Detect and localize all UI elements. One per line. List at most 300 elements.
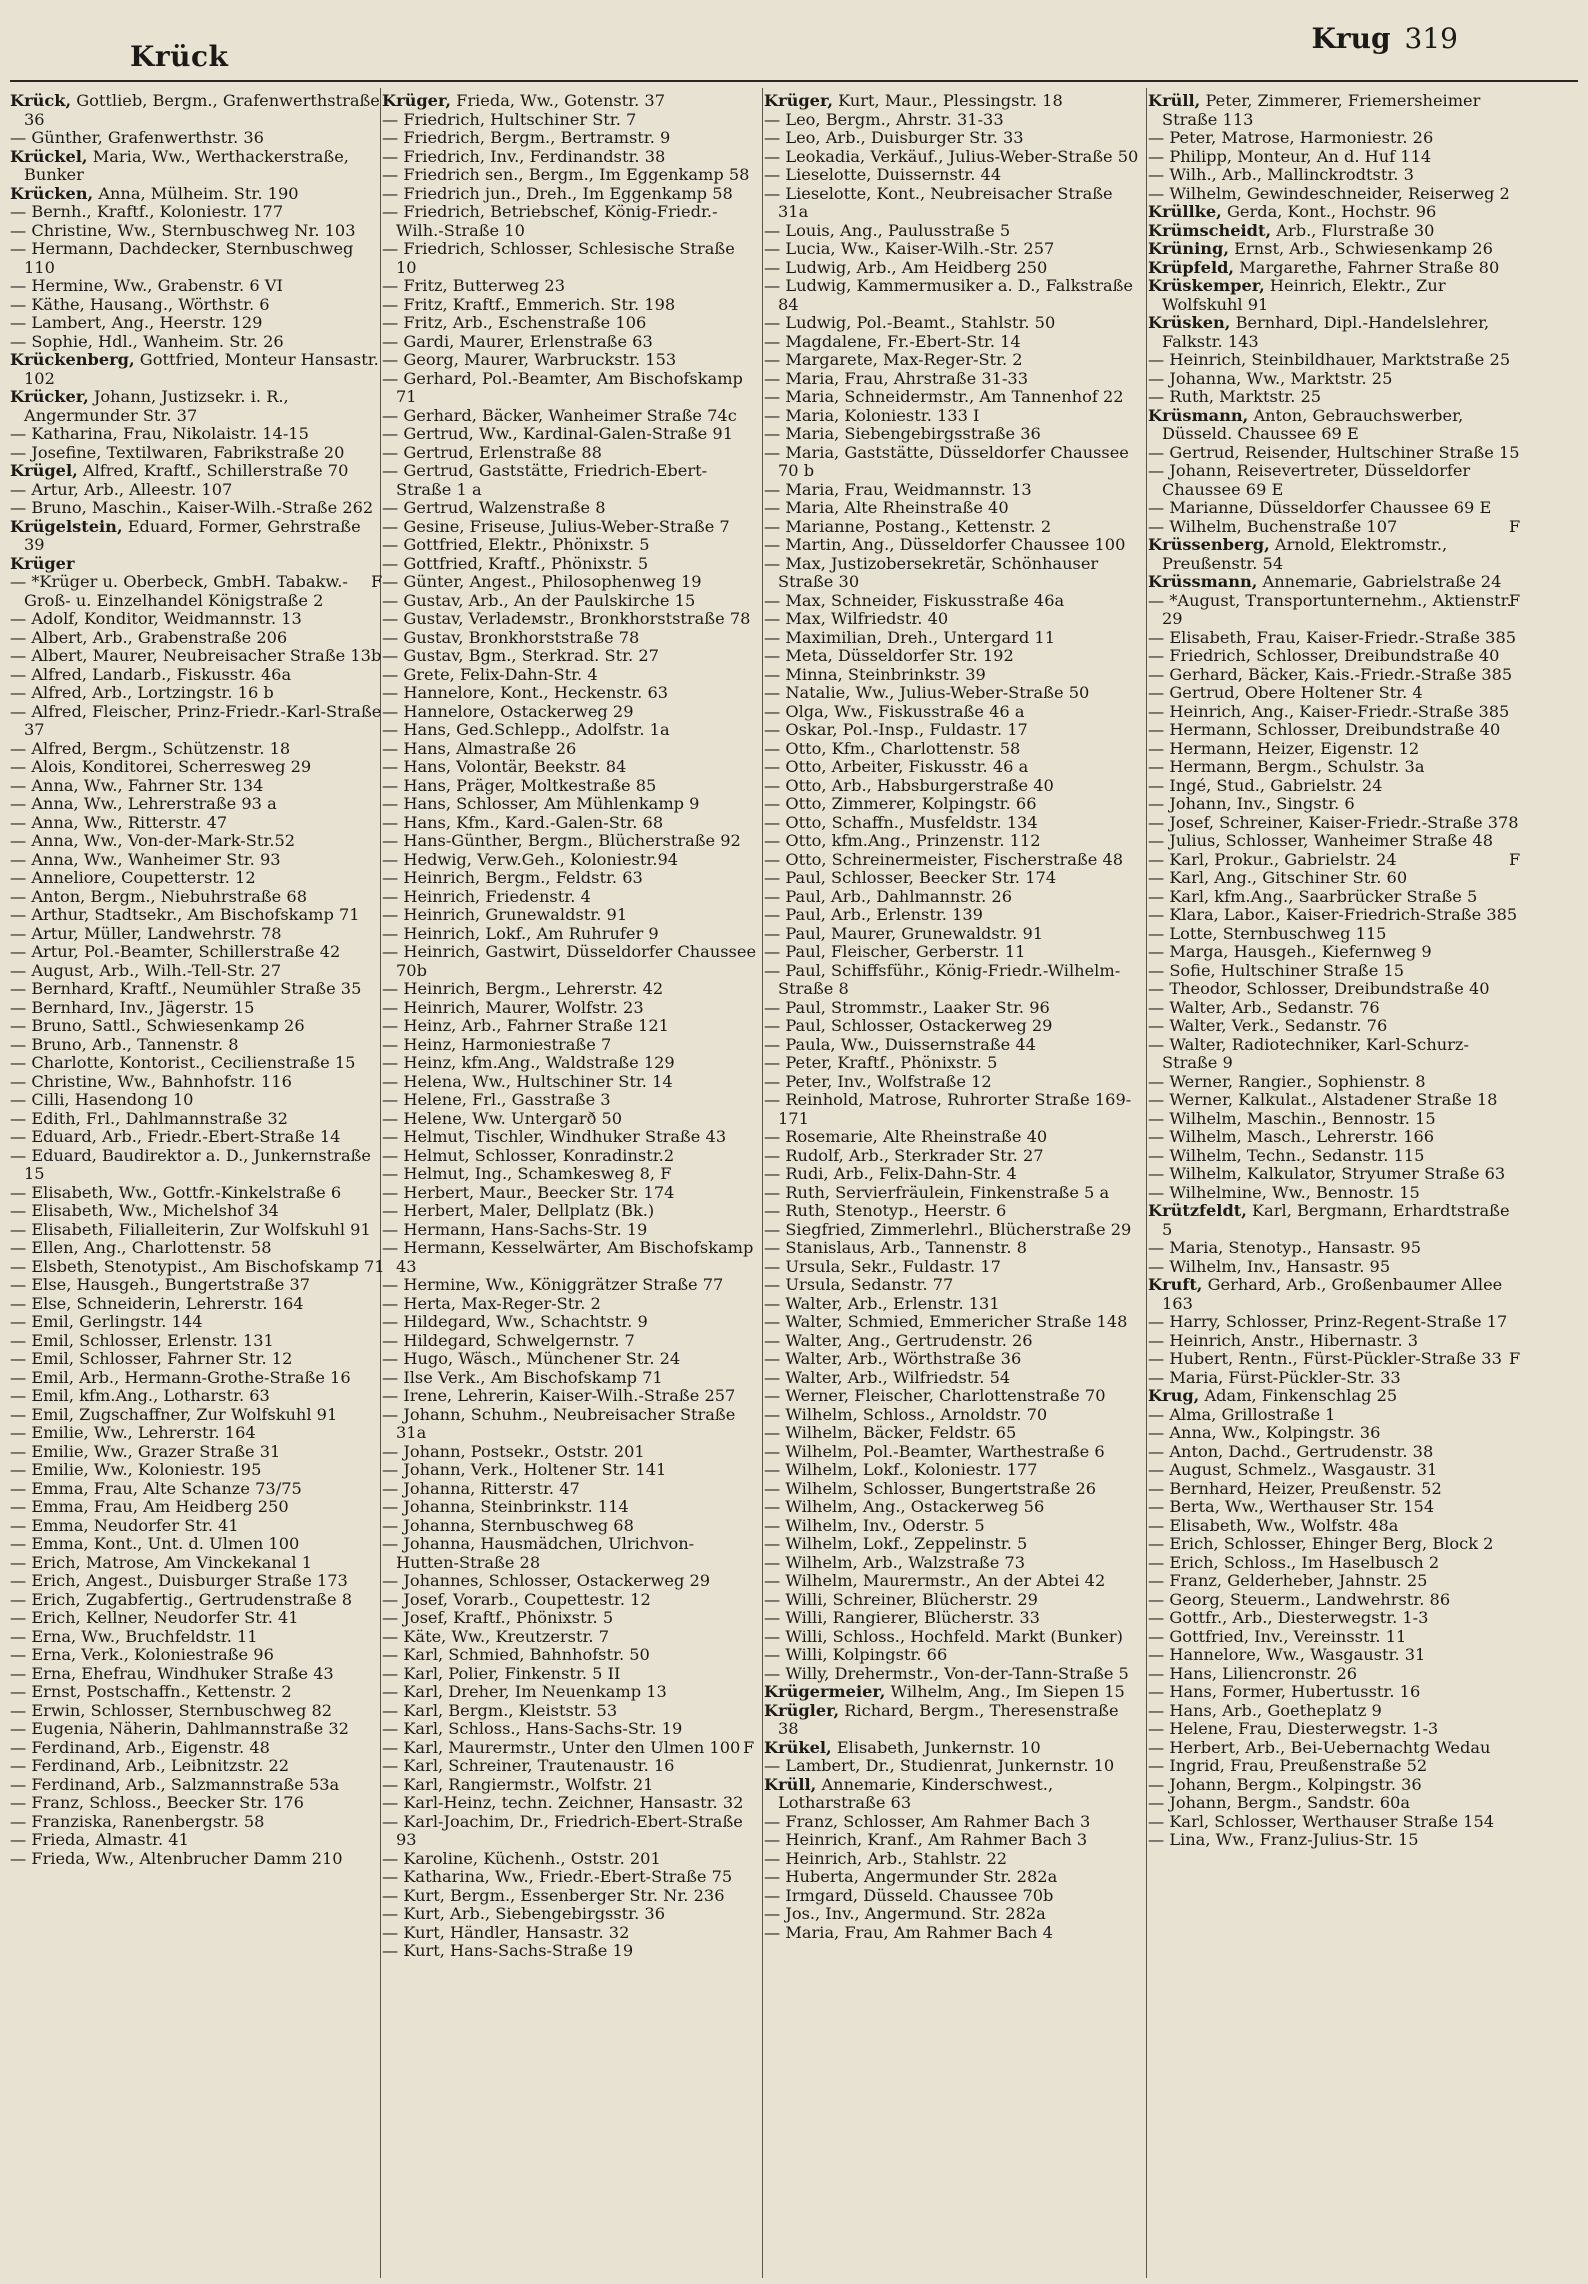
entry-text: — Emil, kfm.Ang., Lotharstr. 63: [10, 1386, 270, 1405]
entry-text: — Anton, Bergm., Niebuhrstraße 68: [10, 886, 307, 906]
directory-entry: [382, 425, 757, 444]
entry-text: — Karl, Schreiner, Trautenaustr. 16: [382, 1756, 675, 1775]
entry-text: — Erich, Angest., Duisburger Straße 173: [10, 1571, 348, 1590]
directory-entry: F — *August, Transportunternehm., Aktienstr. 29: [1148, 590, 1521, 628]
entry-text: — Johann, Bergm., Kolpingstr. 36: [1148, 1774, 1422, 1794]
directory-entry: [764, 1572, 1139, 1591]
entry-text: — Johann, Reisevertreter, Düsseldorfer Chaussee 69 E: [1148, 461, 1471, 499]
directory-entry: [10, 481, 385, 500]
entry-text: — Wilhelm, Maurermstr., An der Abtei 42: [764, 1571, 1106, 1590]
directory-entry: [1148, 832, 1523, 851]
directory-entry: [764, 1165, 1139, 1184]
directory-entry: [382, 888, 757, 907]
directory-entry: [10, 1239, 385, 1258]
entry-text: Frieda, Ww., Gotenstr. 37: [456, 92, 666, 110]
entry-text: — Werner, Rangier., Sophienstr. 8: [1148, 1071, 1426, 1091]
entry-text: — Maria, Schneidermstr., Am Tannenhof 22: [764, 387, 1124, 406]
entry-text: — Hans, Former, Hubertusstr. 16: [1148, 1682, 1421, 1701]
entry-text: — Bruno, Sattl., Schwiesenkamp 26: [10, 1016, 305, 1035]
directory-entry: [10, 1831, 385, 1850]
entry-text: — Hermann, Bergm., Schulstr. 3a: [1148, 757, 1425, 776]
entry-text: — Franz, Schlosser, Am Rahmer Bach 3: [764, 1811, 1091, 1831]
entry-text: — Theodor, Schlosser, Dreibundstraße 40: [1148, 979, 1490, 998]
directory-entry: [10, 869, 385, 888]
directory-entry: [10, 795, 385, 814]
entry-text: — Karl-Heinz, techn. Zeichner, Hansastr. 32: [382, 1793, 744, 1812]
entry-text: — Helene, Ww. Untergarð 50: [382, 1108, 623, 1128]
entry-text: — Irmgard, Düsseld. Chaussee 70b: [764, 1885, 1054, 1905]
entry-text: — Reinhold, Matrose, Ruhrorter Straße 169-171: [764, 1090, 1132, 1128]
directory-entry: [1148, 1276, 1523, 1313]
directory-entry: [382, 1147, 757, 1166]
directory-entry: [10, 1313, 385, 1332]
directory-entry: [1148, 1794, 1523, 1813]
entry-text: — Johanna, Sternbuschweg 68: [382, 1515, 634, 1535]
entry-text: Kurt, Maur., Plessingstr. 18: [838, 92, 1063, 110]
entry-text: — Hans-Günther, Bergm., Blücherstraße 92: [382, 831, 741, 850]
entry-text: — Rudi, Arb., Felix-Dahn-Str. 4: [764, 1164, 1017, 1183]
entry-text: — Otto, kfm.Ang., Prinzenstr. 112: [764, 831, 1041, 850]
entry-text: — Wilhelm, Arb., Walzstraße 73: [764, 1552, 1026, 1572]
entry-text: — Karl, Prokur., Gabrielstr. 24: [1148, 849, 1397, 869]
entry-text: — Erna, Ehefrau, Windhuker Straße 43: [10, 1663, 334, 1683]
entry-text: — Heinrich, Kranf., Am Rahmer Bach 3: [764, 1830, 1088, 1849]
directory-entry: [1148, 721, 1523, 740]
directory-entry: [10, 1776, 385, 1795]
directory-entry: [10, 222, 385, 241]
entry-text: — Wilhelm, Kalkulator, Stryumer Straße 63: [1148, 1164, 1506, 1183]
directory-entry: [764, 425, 1139, 444]
entry-text: — Cilli, Hasendong 10: [10, 1090, 194, 1109]
entry-text: — Gertrud, Reisender, Hultschiner Straße 15: [1148, 442, 1520, 462]
entry-surname: Krüsmann,: [1148, 405, 1249, 425]
entry-text: — Wilhelm, Masch., Lehrerstr. 166: [1148, 1127, 1435, 1146]
entry-text: — Johann, Verk., Holtener Str. 141: [382, 1460, 667, 1479]
directory-entry: [382, 185, 757, 204]
directory-entry: [382, 1905, 757, 1924]
entry-text: — Werner, Fleischer, Charlottenstraße 70: [764, 1386, 1106, 1405]
directory-entry: [764, 1609, 1139, 1628]
directory-entry: [382, 166, 757, 185]
entry-text: — Paul, Schiffsführ., König-Friedr.-Wilhelm-Straße 8: [764, 960, 1121, 998]
entry-text: — Wilhelm, Schlosser, Bungertstraße 26: [764, 1478, 1097, 1498]
entry-text: — Karl, Polier, Finkenstr. 5 II: [382, 1663, 621, 1683]
directory-entry: [382, 1665, 757, 1684]
entry-text: — Rosemarie, Alte Rheinstraße 40: [764, 1127, 1048, 1146]
entry-text: — Paul, Strommstr., Laaker Str. 96: [764, 997, 1050, 1017]
entry-text: — Paula, Ww., Duissernstraße 44: [764, 1034, 1036, 1054]
entry-surname: Krüssenberg,: [1148, 535, 1270, 554]
header-rule: [10, 80, 1578, 82]
directory-entry: [764, 388, 1139, 407]
directory-entry: [764, 92, 1139, 111]
directory-entry: [1148, 1184, 1523, 1203]
directory-entry: [764, 1369, 1139, 1388]
entry-text: — Herbert, Maler, Dellplatz (Bk.): [382, 1201, 655, 1220]
directory-entry: [764, 444, 1139, 481]
directory-entry: [1148, 629, 1523, 648]
directory-entry: [764, 1702, 1139, 1739]
directory-entry: F — *Krüger u. Oberbeck, GmbH. Tabakw.-Groß- u. Einzelhandel Königstraße 2: [10, 572, 383, 610]
entry-text: — Stanislaus, Arb., Tannenstr. 8: [764, 1238, 1027, 1257]
entry-text: — Karl, Schmied, Bahnhofstr. 50: [382, 1645, 650, 1664]
directory-entry: [382, 333, 757, 352]
entry-text: — Hannelore, Ostackerweg 29: [382, 701, 634, 721]
entry-text: — Else, Hausgeh., Bungertstraße 37: [10, 1275, 311, 1294]
directory-entry: [10, 740, 385, 759]
directory-entry: [1148, 1813, 1523, 1832]
directory-entry: [764, 518, 1139, 537]
entry-text: — Paul, Schlosser, Ostackerweg 29: [764, 1016, 1053, 1035]
directory-entry: [764, 721, 1139, 740]
directory-entry: [764, 1554, 1139, 1573]
entry-text: — Otto, Schreinermeister, Fischerstraße 48: [764, 849, 1124, 869]
directory-entry: [10, 1702, 385, 1721]
entry-text: — Erwin, Schlosser, Sternbuschweg 82: [10, 1700, 333, 1720]
directory-entry: F — Karl, Maurermstr., Unter den Ulmen 100: [382, 1737, 755, 1757]
entry-text: — Karl, Schlosser, Werthauser Straße 154: [1148, 1811, 1495, 1831]
entry-text: — Johann, Postsekr., Oststr. 201: [382, 1441, 645, 1461]
entry-surname: Krüger: [10, 553, 75, 573]
entry-text: — Wilhelm, Maschin., Bennostr. 15: [1148, 1108, 1436, 1128]
entry-text: — Artur, Müller, Landwehrstr. 78: [10, 923, 282, 943]
directory-entry: [382, 795, 757, 814]
entry-text: — Bruno, Maschin., Kaiser-Wilh.-Straße 262: [10, 498, 374, 517]
entry-text: Gottlieb, Bergm., Grafenwerthstraße 36: [24, 92, 380, 129]
entry-text: Johann, Justizsekr. i. R., Angermunder Str. 37: [24, 387, 289, 425]
entry-text: — Hermine, Ww., Grabenstr. 6 VI: [10, 276, 283, 295]
directory-entry: [1148, 943, 1523, 962]
entry-text: — Minna, Steinbrinkstr. 39: [764, 664, 986, 684]
entry-text: — Helmut, Ing., Schamkesweg 8, F: [382, 1164, 672, 1183]
entry-text: — Erna, Ww., Bruchfeldstr. 11: [10, 1626, 258, 1646]
directory-entry: [764, 111, 1139, 130]
entry-text: — Alois, Konditorei, Scherresweg 29: [10, 757, 312, 776]
entry-text: — Elsbeth, Stenotypist., Am Bischofskamp 71: [10, 1256, 385, 1276]
directory-entry: [382, 980, 757, 999]
directory-entry: F — Karl, Prokur., Gabrielstr. 24: [1148, 849, 1521, 869]
directory-entry: [764, 1831, 1139, 1850]
directory-entry: [764, 962, 1139, 999]
directory-entry: [382, 1609, 757, 1628]
entry-text: — Hermann, Hans-Sachs-Str. 19: [382, 1219, 648, 1239]
entry-text: — Meta, Düsseldorfer Str. 192: [764, 646, 1014, 665]
entry-text: — Gustav, Bgm., Sterkrad. Str. 27: [382, 646, 659, 665]
entry-text: — Anna, Ww., Wanheimer Str. 93: [10, 849, 281, 869]
directory-entry: [1148, 351, 1523, 370]
entry-text: — Natalie, Ww., Julius-Weber-Straße 50: [764, 683, 1090, 702]
directory-entry: [764, 666, 1139, 685]
directory-entry: [382, 1350, 757, 1369]
directory-entry: [382, 203, 757, 240]
directory-entry: [764, 259, 1139, 278]
directory-entry: [1148, 777, 1523, 796]
directory-entry: [764, 777, 1139, 796]
directory-entry: [382, 1887, 757, 1906]
entry-text: — Walter, Ang., Gertrudenstr. 26: [764, 1330, 1033, 1350]
entry-text: — Frieda, Ww., Altenbrucher Damm 210: [10, 1848, 343, 1868]
entry-text: — Ruth, Marktstr. 25: [1148, 387, 1322, 406]
directory-entry: [382, 1757, 757, 1776]
entry-surname: Krüll,: [764, 1774, 817, 1794]
directory-entry: [10, 1572, 385, 1591]
entry-text: — Wilhelm, Lokf., Zeppelinstr. 5: [764, 1534, 1028, 1553]
directory-entry: [382, 240, 757, 277]
directory-entry: [382, 1517, 757, 1536]
entry-text: — Bernhard, Inv., Jägerstr. 15: [10, 997, 255, 1017]
entry-text: — Gustav, Verladeмstr., Bronkhorststraße 78: [382, 609, 751, 628]
entry-text: — Ferdinand, Arb., Eigenstr. 48: [10, 1737, 270, 1757]
directory-entry: [382, 277, 757, 296]
entry-text: — Johanna, Hausmädchen, Ulrichvon-Hutten-Straße 28: [382, 1534, 695, 1572]
directory-entry: [382, 536, 757, 555]
directory-entry: [382, 462, 757, 499]
directory-entry: [10, 758, 385, 777]
entry-text: — Maria, Frau, Ahrstraße 31-33: [764, 368, 1029, 388]
entry-text: — Günter, Angest., Philosophenweg 19: [382, 572, 702, 591]
directory-entry: [1148, 1091, 1523, 1110]
entry-text: — Otto, Arb., Habsburgerstraße 40: [764, 775, 1054, 795]
entry-text: — Otto, Schaffn., Musfeldstr. 134: [764, 812, 1038, 832]
directory-entry: [1148, 1128, 1523, 1147]
directory-entry: [1148, 92, 1523, 129]
entry-text: — Hermann, Dachdecker, Sternbuschweg 110: [10, 239, 354, 277]
directory-entry: [10, 1406, 385, 1425]
entry-text: Adam, Finkenschlag 25: [1204, 1386, 1398, 1405]
entry-text: — Gertrud, Obere Holtener Str. 4: [1148, 683, 1423, 702]
entry-text: — Bernhard, Heizer, Preußenstr. 52: [1148, 1478, 1442, 1498]
directory-entry: [1148, 758, 1523, 777]
entry-text: — Lieselotte, Kont., Neubreisacher Straße 31a: [764, 183, 1113, 221]
entry-text: — Bruno, Arb., Tannenstr. 8: [10, 1034, 239, 1054]
entry-text: — Wilhelm, Gewindeschneider, Reiserweg 2: [1148, 183, 1510, 203]
entry-text: — Gardi, Maurer, Erlenstraße 63: [382, 331, 653, 351]
directory-entry: [1148, 1461, 1523, 1480]
entry-text: — Johanna, Ritterstr. 47: [382, 1478, 580, 1498]
entry-text: — Hans, Ged.Schlepp., Adolfstr. 1a: [382, 720, 670, 739]
entry-text: — Emma, Kont., Unt. d. Ulmen 100: [10, 1534, 300, 1553]
entry-text: — Albert, Arb., Grabenstraße 206: [10, 627, 288, 647]
directory-entry: [382, 1202, 757, 1221]
entry-text: — Otto, Zimmerer, Kolpingstr. 66: [764, 794, 1037, 813]
directory-entry: [10, 1480, 385, 1499]
entry-text: — Gertrud, Erlenstraße 88: [382, 442, 602, 462]
directory-entry: [764, 888, 1139, 907]
directory-entry: [10, 1110, 385, 1129]
directory-entry: [764, 1905, 1139, 1924]
entry-text: Karl, Bergmann, Erhardtstraße 5: [1162, 1201, 1510, 1239]
entry-text: — Johanna, Ww., Marktstr. 25: [1148, 368, 1393, 388]
directory-entry: [10, 629, 385, 648]
directory-entry: [764, 1739, 1139, 1758]
entry-text: — Lina, Ww., Franz-Julius-Str. 15: [1148, 1830, 1419, 1849]
directory-entry: [1148, 407, 1523, 444]
entry-text: — Maria, Alte Rheinstraße 40: [764, 498, 1009, 517]
directory-entry: [1148, 684, 1523, 703]
page-number: 319: [1404, 22, 1458, 55]
directory-entry: [764, 1628, 1139, 1647]
entry-text: — Hans, Arb., Goetheplatz 9: [1148, 1700, 1382, 1720]
entry-text: — Elisabeth, Filialleiterin, Zur Wolfskuhl 91: [10, 1219, 371, 1239]
entry-text: Peter, Zimmerer, Friemersheimer Straße 113: [1162, 92, 1481, 129]
directory-entry: [1148, 1831, 1523, 1850]
entry-text: — Max, Wilfriedstr. 40: [764, 609, 949, 628]
directory-entry: [764, 333, 1139, 352]
directory-entry: [382, 1295, 757, 1314]
entry-surname: Krümscheidt,: [1148, 220, 1272, 240]
directory-entry: [10, 777, 385, 796]
entry-text: — Hedwig, Verw.Geh., Koloniestr.94: [382, 849, 679, 869]
entry-text: — Josefine, Textilwaren, Fabrikstraße 20: [10, 442, 345, 462]
entry-surname: Krüger,: [764, 92, 833, 110]
directory-entry: [382, 444, 757, 463]
entry-text: — Emilie, Ww., Lehrerstr. 164: [10, 1423, 256, 1442]
entry-text: — Ursula, Sekr., Fuldastr. 17: [764, 1256, 1001, 1276]
entry-text: — Maria, Siebengebirgsstraße 36: [764, 424, 1041, 443]
directory-entry: [10, 333, 385, 352]
directory-entry: [764, 1313, 1139, 1332]
entry-text: — Emma, Frau, Am Heidberg 250: [10, 1497, 289, 1516]
entry-text: — Emilie, Ww., Koloniestr. 195: [10, 1460, 262, 1479]
entry-text: Gerhard, Arb., Großenbaumer Allee 163: [1162, 1275, 1503, 1313]
directory-entry: [764, 832, 1139, 851]
entry-text: Annemarie, Kinderschwest., Lotharstraße 63: [778, 1774, 1054, 1812]
directory-entry: [10, 925, 385, 944]
entry-text: — Kurt, Bergm., Essenberger Str. Nr. 236: [382, 1885, 725, 1905]
entry-text: — Marianne, Düsseldorfer Chaussee 69 E: [1148, 498, 1492, 517]
directory-entry: [10, 351, 385, 388]
entry-text: — Friedrich, Schlosser, Schlesische Straße 10: [382, 239, 735, 277]
directory-entry: [1148, 1258, 1523, 1277]
entry-text: — Christine, Ww., Sternbuschweg Nr. 103: [10, 220, 356, 240]
entry-text: — Alfred, Fleischer, Prinz-Friedr.-Karl-Straße 37: [10, 701, 382, 739]
entry-text: — Heinz, kfm.Ang., Waldstraße 129: [382, 1053, 675, 1072]
entry-text: — Karl, Bergm., Kleiststr. 53: [382, 1700, 618, 1720]
directory-entry: [1148, 1665, 1523, 1684]
directory-entry: [382, 370, 757, 407]
entry-text: — Alfred, Arb., Lortzingstr. 16 b: [10, 683, 274, 702]
directory-entry: [1148, 1776, 1523, 1795]
directory-entry: [382, 1776, 757, 1795]
entry-text: — Wilhelm, Pol.-Beamter, Warthestraße 6: [764, 1441, 1105, 1461]
directory-entry: [10, 148, 385, 185]
entry-surname: Krügel,: [10, 461, 78, 480]
directory-entry: [764, 1924, 1139, 1943]
directory-entry: [764, 647, 1139, 666]
directory-entry: [1148, 1443, 1523, 1462]
directory-entry: [382, 1535, 757, 1572]
entry-text: — Paul, Schlosser, Beecker Str. 174: [764, 868, 1057, 887]
directory-entry: [764, 1517, 1139, 1536]
entry-text: — Hans, Volontär, Beekstr. 84: [382, 757, 627, 776]
entry-text: — Gertrud, Walzenstraße 8: [382, 498, 606, 517]
directory-entry: [382, 1850, 757, 1869]
entry-text: — Julius, Schlosser, Wanheimer Straße 48: [1148, 831, 1493, 850]
directory-entry: [10, 1591, 385, 1610]
entry-text: — Peter, Matrose, Harmoniestr. 26: [1148, 128, 1434, 147]
entry-text: — Wilhelm, Inv., Oderstr. 5: [764, 1515, 985, 1535]
entry-text: — Fritz, Arb., Eschenstraße 106: [382, 313, 647, 332]
directory-entry: [764, 814, 1139, 833]
directory-entry: [382, 1942, 757, 1961]
entry-text: — Friedrich, Betriebschef, König-Friedr.-Wilh.-Straße 10: [382, 202, 718, 240]
entry-text: — Harry, Schlosser, Prinz-Regent-Straße 17: [1148, 1312, 1508, 1331]
entry-text: — Artur, Arb., Alleestr. 107: [10, 479, 233, 499]
directory-entry: [10, 684, 385, 703]
entry-text: — Hans, Kfm., Kard.-Galen-Str. 68: [382, 812, 664, 832]
directory-entry: [764, 1443, 1139, 1462]
entry-text: — Heinrich, Lokf., Am Ruhrufer 9: [382, 923, 659, 943]
directory-entry: [1148, 1239, 1523, 1258]
directory-entry: [10, 203, 385, 222]
directory-entry: [1148, 888, 1523, 907]
directory-entry: F — Hubert, Rentn., Fürst-Pückler-Straße 33: [1148, 1349, 1521, 1368]
entry-text: — Marga, Hausgeh., Kiefernweg 9: [1148, 942, 1432, 961]
directory-entry: [382, 314, 757, 333]
directory-entry: [764, 240, 1139, 259]
entry-text: Gottfried, Monteur Hansastr. 102: [24, 350, 379, 388]
entry-text: — Anton, Dachd., Gertrudenstr. 38: [1148, 1441, 1434, 1461]
directory-entry: [764, 1683, 1139, 1702]
directory-entry: [10, 1665, 385, 1684]
entry-text: — Alfred, Bergm., Schützenstr. 18: [10, 738, 291, 758]
entry-text: — Ellen, Ang., Charlottenstr. 58: [10, 1238, 272, 1257]
directory-entry: [764, 906, 1139, 925]
entry-text: — Arthur, Stadtsekr., Am Bischofskamp 71: [10, 905, 360, 924]
directory-entry: [10, 518, 385, 555]
directory-entry: [764, 1461, 1139, 1480]
directory-entry: [10, 1609, 385, 1628]
directory-entry: [1148, 277, 1523, 314]
directory-entry: [764, 592, 1139, 611]
directory-entry: [10, 1073, 385, 1092]
entry-text: — Otto, Arbeiter, Fiskusstr. 46 a: [764, 757, 1029, 776]
entry-text: Ernst, Arb., Schwiesenkamp 26: [1234, 239, 1493, 258]
entry-text: — Hannelore, Kont., Heckenstr. 63: [382, 683, 669, 702]
entry-text: — *Krüger u. Oberbeck, GmbH. Tabakw.-Groß- u. Einzelhandel Königstraße 2: [10, 572, 348, 610]
column-divider: [1146, 88, 1147, 2278]
directory-entry: [764, 1776, 1139, 1813]
directory-entry: [1148, 1387, 1523, 1406]
entry-text: — Christine, Ww., Bahnhofstr. 116: [10, 1071, 292, 1091]
directory-entry: [764, 1424, 1139, 1443]
entry-text: Arb., Flurstraße 30: [1276, 220, 1435, 240]
entry-text: — Hannelore, Ww., Wasgaustr. 31: [1148, 1645, 1426, 1664]
directory-entry: [10, 1054, 385, 1073]
directory-entry: [10, 814, 385, 833]
entry-text: — Franz, Schloss., Beecker Str. 176: [10, 1793, 304, 1812]
entry-text: — Ludwig, Pol.-Beamt., Stahlstr. 50: [764, 313, 1056, 332]
directory-entry: [1148, 1017, 1523, 1036]
directory-entry: [764, 148, 1139, 167]
entry-text: — Anna, Ww., Lehrerstraße 93 a: [10, 794, 277, 813]
entry-text: — Martin, Ang., Düsseldorfer Chaussee 100: [764, 535, 1126, 554]
entry-surname: Krüskemper,: [1148, 276, 1265, 295]
directory-entry: [764, 1073, 1139, 1092]
directory-entry: [382, 1091, 757, 1110]
directory-entry: [10, 1147, 385, 1184]
entry-text: — Elisabeth, Ww., Wolfstr. 48a: [1148, 1515, 1399, 1535]
entry-text: — Wilhelm, Inv., Hansastr. 95: [1148, 1256, 1391, 1276]
entry-text: — Siegfried, Zimmerlehrl., Blücherstraße 29: [764, 1219, 1132, 1239]
entry-text: — Ludwig, Arb., Am Heidberg 250: [764, 257, 1048, 277]
entry-text: — Emil, Arb., Hermann-Grothe-Straße 16: [10, 1367, 351, 1387]
directory-entry: [1148, 740, 1523, 759]
directory-entry: [1148, 999, 1523, 1018]
directory-entry: [10, 1091, 385, 1110]
directory-entry: [1148, 962, 1523, 981]
directory-entry: [764, 1239, 1139, 1258]
